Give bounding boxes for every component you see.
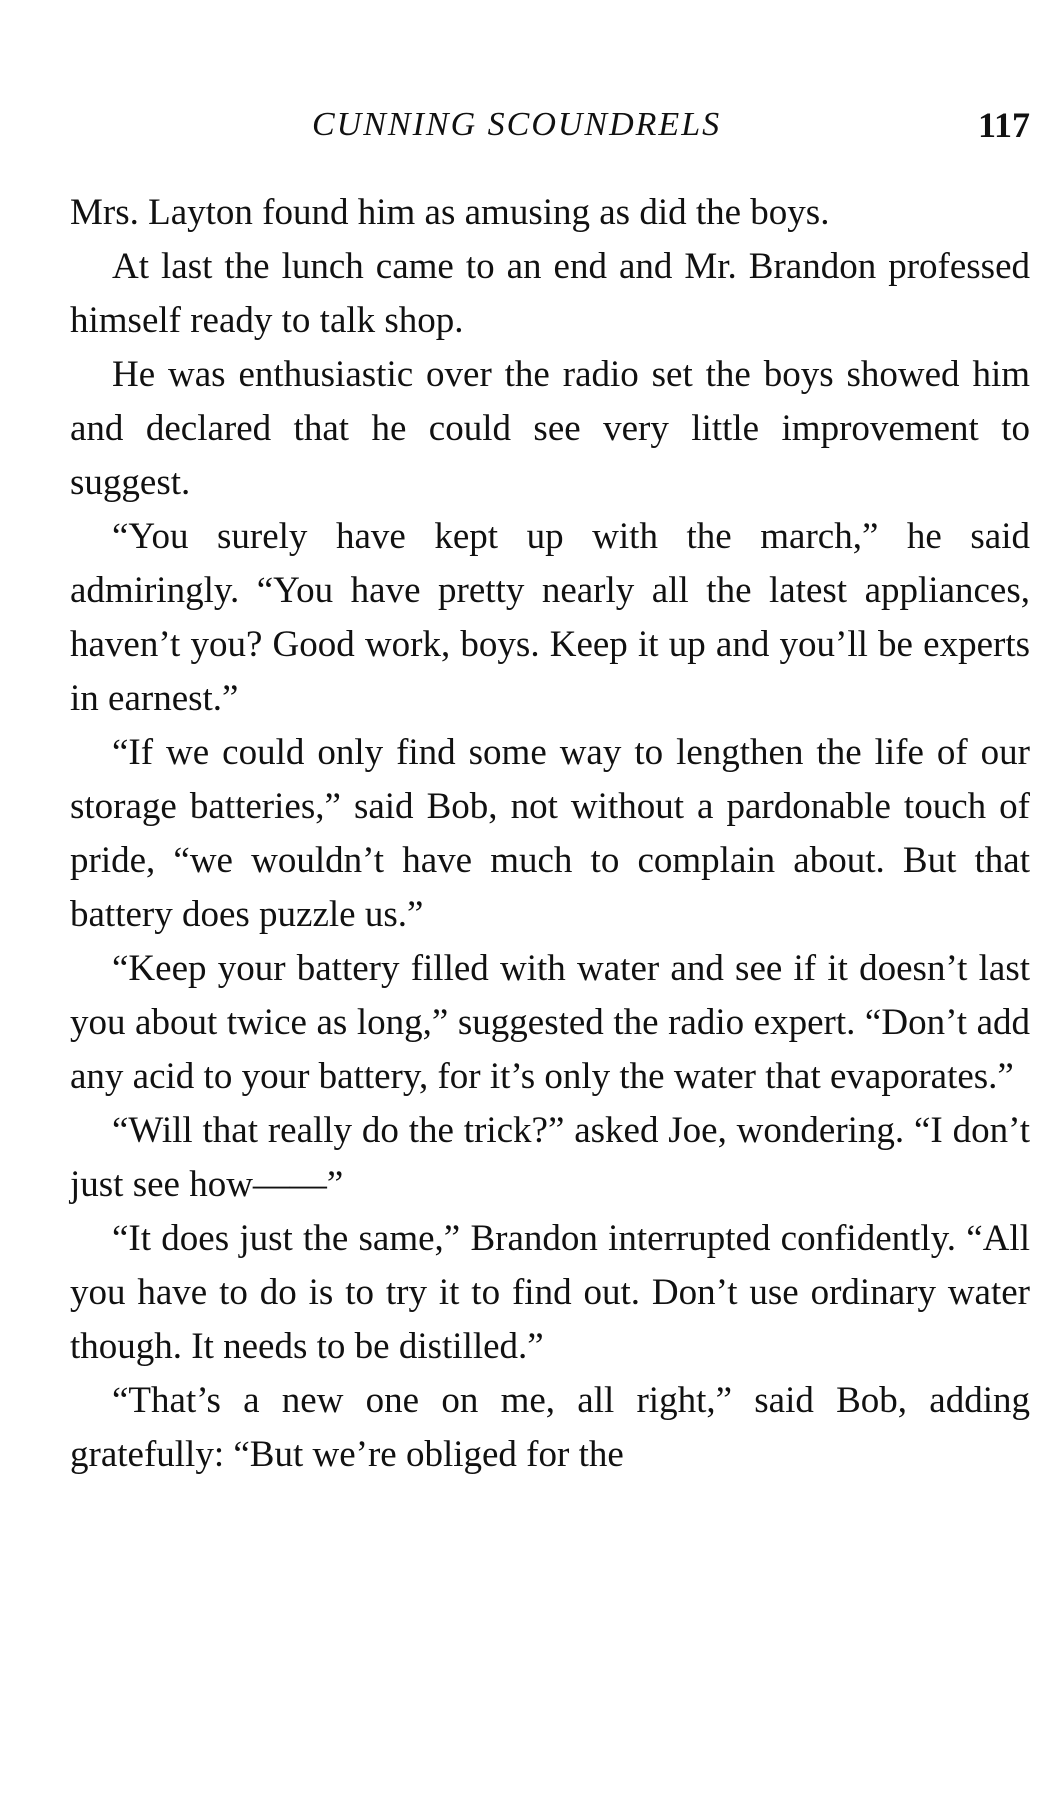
paragraph-4: “You surely have kept up with the march,” he said admiringly. “You have pretty nearly all the latest appliances, haven’t you? Good work, boys. Keep it up and you’ll be experts in earnest.”	[70, 516, 1030, 719]
paragraph-1: Mrs. Layton found him as amusing as did the boys.	[70, 192, 830, 233]
paragraph-8: “It does just the same,” Brandon interrupted confidently. “All you have to do is to try it to find out. Don’t use ordinary water though. It needs to be distilled.”	[70, 1218, 1030, 1367]
page-number: 117	[977, 105, 1030, 145]
paragraph-3: He was enthusiastic over the radio set the boys showed him and declared that he could see very little improvement to suggest.	[70, 354, 1030, 503]
running-title: CUNNING SCOUNDRELS	[312, 106, 722, 143]
paragraph-9: “That’s a new one on me, all right,” said Bob, adding gratefully: “But we’re obliged for the	[70, 1380, 1030, 1475]
paragraph-2: At last the lunch came to an end and Mr. Brandon professed himself ready to talk shop.	[70, 246, 1030, 341]
paragraph-6: “Keep your battery filled with water and see if it doesn’t last you about twice as long,” suggested the radio expert. “Don’t add any acid to your battery, for it’s only the water that evaporates.”	[70, 948, 1030, 1097]
running-head	[70, 100, 1030, 160]
paragraph-5: “If we could only find some way to lengthen the life of our storage batteries,” said Bob, not without a pardonable touch of pride, “we wouldn’t have much to complain about. But that battery does puzzle us.”	[70, 732, 1030, 935]
body-text	[70, 186, 1030, 1482]
paragraph-7: “Will that really do the trick?” asked Joe, wondering. “I don’t just see how——”	[70, 1110, 1030, 1205]
